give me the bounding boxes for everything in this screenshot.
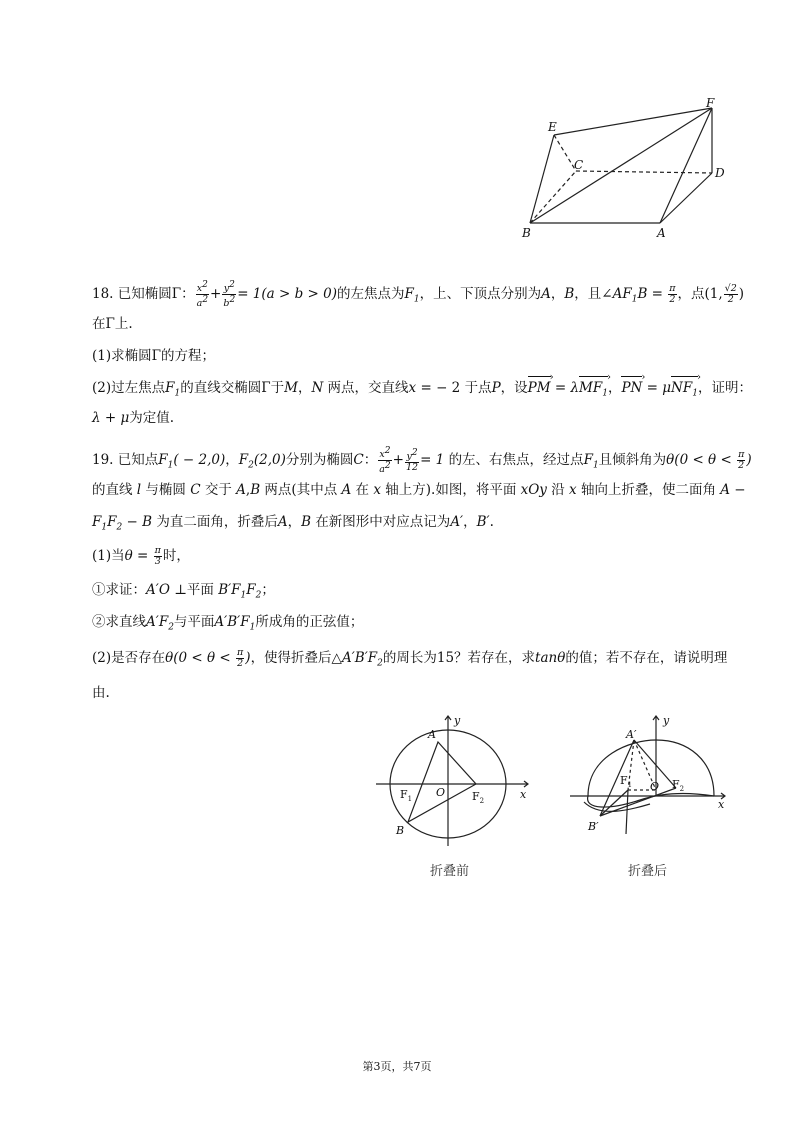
label-E: E: [548, 120, 557, 134]
q19-line1: 19. 已知点$F_1( - 2,0)$，$F_2(2,0)$分别为椭圆C： $\frac{x^2}{a^2}$ + $\frac{y^2}{12}$ = 1 的左、右焦点，经过点$F_1$且倾斜角为θ(0 < θ < $\frac{\pi}{2}$ ): [92, 446, 752, 476]
q18-part2: (2)过左焦点$F_1$的直线交椭圆Γ于M，N 两点，交直线x = − 2 于点P，设PM › = λMF$_1$ ›，PN › = μNF$_1$ ›，证明：: [92, 378, 752, 404]
svg-text:A′: A′: [626, 728, 637, 741]
svg-text:F2: $F_2$: [472, 790, 485, 805]
svg-text:y: y: [663, 714, 670, 727]
svg-text:B: B: [396, 824, 405, 837]
label-D: D: [715, 166, 725, 180]
svg-text:x: x: [520, 788, 527, 801]
caption-before: 折叠前: [430, 864, 470, 879]
q19-line2: 的直线 l 与椭圆 C 交于 A,B 两点(其中点 A 在 x 轴上方).如图，将平面 xOy 沿 x 轴向上折叠，使二面角 A −: [92, 482, 746, 498]
figure-before-fold: [368, 710, 538, 850]
svg-text:O: O: [650, 780, 660, 793]
figure-after-fold: [570, 710, 735, 850]
q19-sub1: ①求证：A′O ⊥平面 $B'F_1F_2$；: [92, 582, 275, 601]
svg-text:y: y: [454, 714, 461, 727]
q18-line2: 在Γ上.: [92, 316, 133, 332]
svg-text:x: x: [718, 798, 725, 811]
svg-text:B′: B′: [588, 820, 599, 833]
q19-part2: (2)是否存在θ(0 < θ < $\frac{\pi}{2}$ )，使得折叠后$\triangle A'B'F_2$的周长为15？若存在，求tanθ的值；若不存在，请说明理: [92, 647, 728, 669]
svg-text:F1: $F_1$: [400, 788, 413, 803]
q18-part2-line2: λ + μ为定值.: [92, 410, 175, 426]
label-A: A: [657, 226, 666, 240]
svg-text:F1: $F_1$: [620, 774, 633, 789]
q19-part2-line2: 由.: [92, 685, 110, 701]
q19-sub2: ②求直线$A'F_2$与平面$A'B'F_1$所成角的正弦值；: [92, 614, 364, 633]
figure-polyhedron: [510, 95, 740, 245]
label-F: F: [706, 96, 715, 110]
q18-line1: 18. 已知椭圆Γ： $\frac{x^2}{a^2}$ + $\frac{y^2}{b^2}$ = 1(a > b > 0)的左焦点为$F_1$，上、下顶点分别为A，B，且$\angle AF_1B$ = $\frac{\pi}{2}$ ，点(1, $\frac{√2}{2}$ ): [92, 280, 745, 310]
svg-text:A: A: [428, 728, 436, 741]
q19-part1: (1)当θ = $\frac{\pi}{3}$ 时，: [92, 545, 190, 567]
page-footer: 第3页，共7页: [362, 1060, 432, 1073]
label-B: B: [522, 226, 531, 240]
label-C: C: [574, 158, 584, 172]
svg-text:F2: $F_2$: [672, 778, 685, 793]
q18-part1: (1)求椭圆Γ的方程；: [92, 348, 215, 364]
caption-after: 折叠后: [628, 864, 668, 879]
svg-text:O: O: [436, 786, 446, 799]
q19-line3: $F_1F_2 - B$ 为直二面角，折叠后A，B 在新图形中对应点记为A′，B′.: [92, 514, 494, 533]
